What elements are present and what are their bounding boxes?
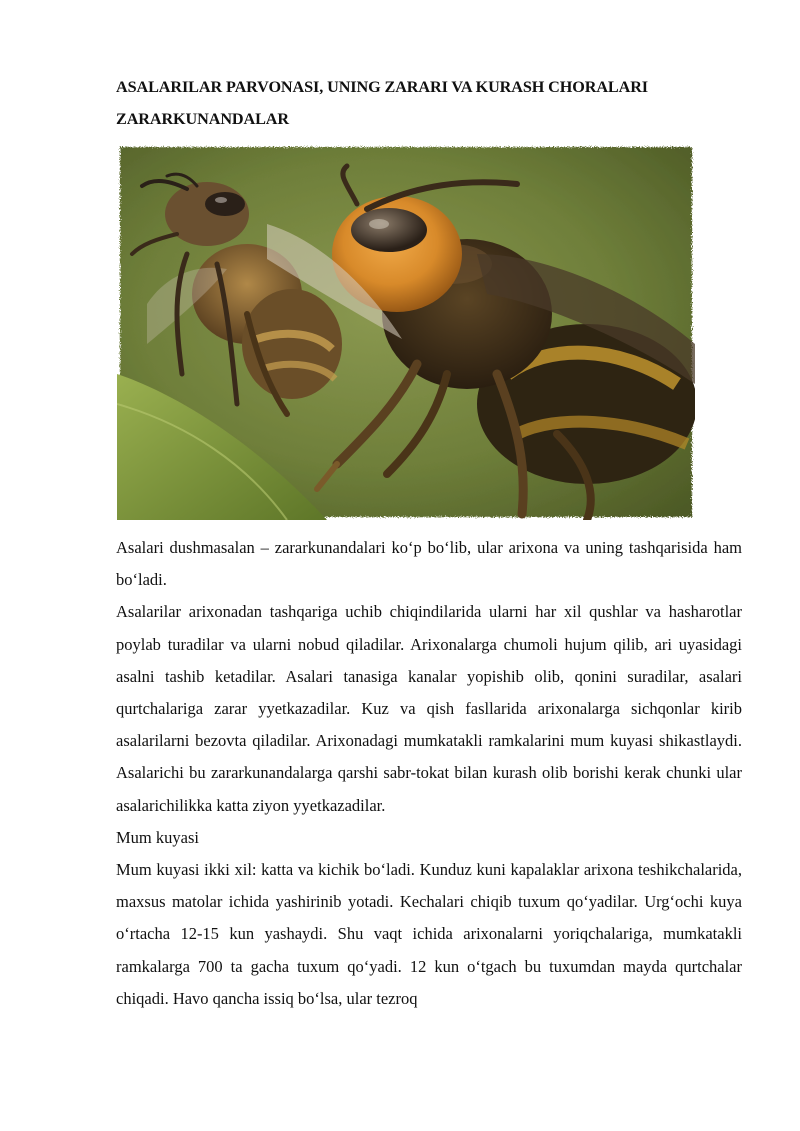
paragraph-intro: Asalari dushmasalan – zararkunandalari ko‘p bo‘lib, ular arixona va uning tashqarisida ham bo‘ladi. [116, 538, 742, 590]
body-text [116, 532, 742, 1015]
paragraph-pests: Asalarilar arixonadan tashqariga uchib chiqindilarida ularni har xil qushlar va hasharotlar poylab turadilar va ularni nobud qiladilar. Arixonalarga chumoli hujum qilib, ari uyasidagi asalni tashib ketadilar. Asalari tanasiga kanalar yopishib olib, qonini suradilar, asalari qurtchalariga zarar yyetkazadilar. Kuz va qish fasllarida arixonalarga sichqonlar kirib asalarilarni bezovta qiladilar. Arixonadagi mumkatakli ramkalarini mum kuyasi shikastlaydi. Asalarichi bu zararkunandalarga qarshi sabr-tokat bilan kurash olib borishi kerak chunki ular asalarichilikka katta ziyon yyetkazadilar. [116, 602, 742, 815]
document-title: ASALARILAR PARVONASI, UNING ZARARI VA KURASH CHORALARI [116, 78, 649, 96]
hornet-bee-photo [117, 144, 695, 520]
section-title: ZARARKUNANDALAR [116, 110, 289, 128]
subheading-wax-moth: Mum kuyasi [116, 827, 199, 847]
paragraph-wax-moth: Mum kuyasi ikki xil: katta va kichik bo‘ladi. Kunduz kuni kapalaklar arixona teshikchalarida, maxsus matolar ichida yashirinib yotadi. Kechalari chiqib tuxum qo‘yadilar. Urg‘ochi kuya o‘rtacha 12-15 kun yashaydi. Shu vaqt ichida arixonalarni yoriqchalariga, mumkatakli ramkalarga 700 ta gacha tuxum qo‘yadi. 12 kun o‘tgach bu tuxumdan mayda qurtchalar chiqadi. Havo qancha issiq bo‘lsa, ular tezroq [116, 860, 742, 1008]
